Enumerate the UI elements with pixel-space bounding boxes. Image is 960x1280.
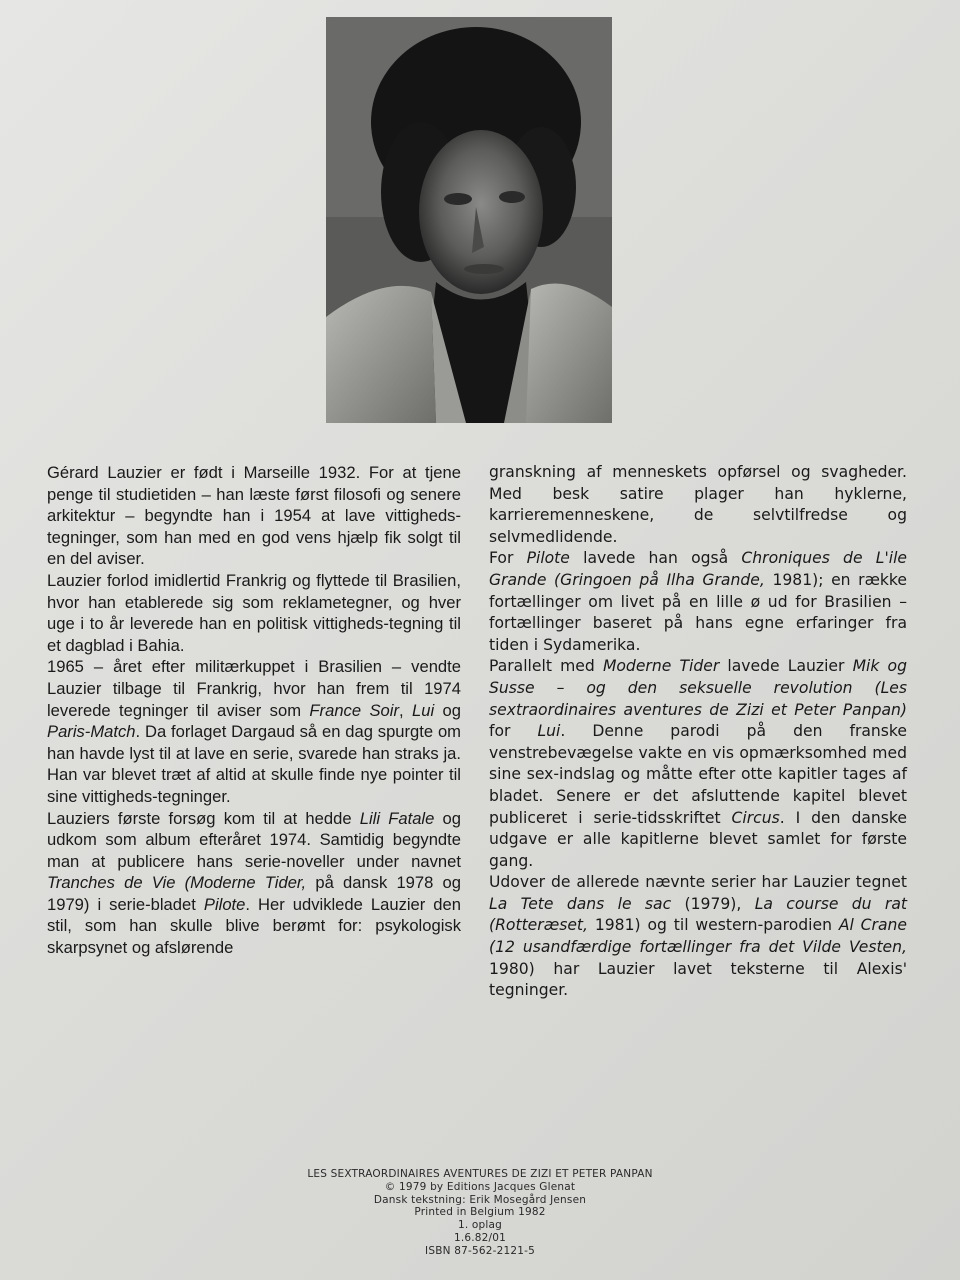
- colophon-edition: 1. oplag: [457, 1219, 503, 1232]
- colophon-copyright: © 1979 by Editions Jacques Glenat: [384, 1180, 576, 1193]
- italic-title-text: Pilote: [203, 894, 246, 914]
- paragraph-text: Gérard Lauzier er født i Marseille 1932. For at tjene penge til studietiden – han læste først filosofi og senere arkitektur – begyndte han i 1954 at lave vittigheds-tegninger, som han med en god vens hjælp fik solgt til en del aviser.: [47, 463, 461, 569]
- paragraph-text: på dansk 1978 og 1979) i serie-bladet: [47, 873, 461, 914]
- paragraph-text: lavede Lauzier: [719, 657, 853, 676]
- paragraph-text: lavede han også: [569, 549, 742, 568]
- italic-title-text: Moderne Tider: [602, 657, 720, 676]
- paragraph-text: og udkom som album efteråret 1974. Samtidig begyndte man at publicere hans serie-noveller under navnet: [47, 808, 461, 871]
- paragraph-text: ,: [398, 700, 412, 720]
- colophon-isbn: ISBN 87-562-2121-5: [425, 1244, 535, 1257]
- portrait-image: [326, 17, 612, 423]
- bio-paragraph: [47, 462, 461, 570]
- paragraph-text: For: [489, 549, 527, 568]
- show-through-artifact: [160, 0, 177, 69]
- paragraph-text: . Denne parodi på den franske venstrebevægelse vakte en vis opmærksomhed med sine sex-indslag og måtte efter otte kapitler tages af bladet. Senere er det afsluttende kapitel blevet publiceret i serie-tidsskriftet: [489, 722, 907, 827]
- italic-title-text: Pilote: [526, 549, 570, 568]
- paragraph-text: . I den danske udgave er alle kapitlerne blevet samlet for første gang.: [489, 808, 907, 870]
- italic-title-text: France Soir: [309, 700, 399, 720]
- paragraph-text: (1979),: [671, 894, 755, 913]
- italic-title-text: La course du rat (Rotteræset,: [489, 894, 907, 935]
- colophon: [280, 1168, 680, 1258]
- bio-paragraph: [489, 548, 907, 656]
- bio-paragraph: [47, 656, 461, 807]
- bio-paragraph: [47, 570, 461, 656]
- paragraph-text: for: [489, 722, 538, 741]
- colophon-translator: Dansk tekstning: Erik Mosegård Jensen: [373, 1193, 587, 1206]
- italic-title-text: Tranches de Vie (Moderne Tider,: [47, 873, 307, 893]
- bio-column-right: [489, 462, 907, 1002]
- italic-title-text: Chroniques de L'ile Grande (Gringoen på Ilha Grande,: [489, 549, 907, 589]
- paragraph-text: granskning af menneskets opførsel og svagheder. Med besk satire plager han hyklerne, karrieremenneskene, de selvtilfredse og selvmedlidende.: [489, 463, 907, 546]
- bio-column-left: [47, 462, 461, 959]
- italic-title-text: Lili Fatale: [359, 808, 435, 828]
- bio-paragraph: [47, 808, 461, 959]
- paragraph-text: 1981) og til western-parodien: [588, 916, 839, 935]
- bio-paragraph: [489, 872, 907, 1002]
- italic-title-text: Mik og Susse – og den seksuelle revolution (Les sextraordinaires aventures de Zizi et Peter Panpan): [489, 657, 907, 719]
- paragraph-text: Lauzier forlod imidlertid Frankrig og flyttede til Brasilien, hvor han etablerede sig som reklametegner, og hver uge i to år leverede han en politisk vittigheds-tegning til et dagblad i Bahia.: [47, 570, 461, 655]
- italic-title-text: Paris-Match: [47, 722, 136, 742]
- italic-title-text: Al Crane (12 usandfærdige fortællinger fra det Vilde Vesten,: [489, 916, 907, 957]
- italic-title-text: Lui: [412, 700, 435, 720]
- italic-title-text: La Tete dans le sac: [489, 894, 672, 913]
- paragraph-text: Parallelt med: [489, 657, 603, 676]
- paragraph-text: Udover de allerede nævnte serier har Lauzier tegnet: [489, 873, 907, 892]
- paragraph-text: . Her udviklede Lauzier den stil, som han skulle blive berømt for: psykologisk skarpsynet og afslørende: [47, 894, 461, 958]
- paragraph-text: 1981); en række fortællinger om livet på en lille ø ud for Brasilien – fortællinger baseret på hans egne erfaringer fra tiden i Sydamerika.: [489, 570, 908, 654]
- paragraph-text: og: [434, 700, 462, 720]
- paragraph-text: . Da forlaget Dargaud så en dag spurgte om han havde lyst til at lave en serie, svarede han straks ja. Han var blevet træt af altid at skulle finde nye pointer til sine vittigheds-tegninger.: [47, 722, 461, 806]
- paragraph-text: 1965 – året efter militærkuppet i Brasilien – vendte Lauzier tilbage til Frankrig, hvor han frem til 1974 leverede tegninger til aviser som: [47, 657, 461, 720]
- colophon-printed: Printed in Belgium 1982: [414, 1206, 546, 1219]
- colophon-title: LES SEXTRAORDINAIRES AVENTURES DE ZIZI ET PETER PANPAN: [307, 1168, 653, 1180]
- author-portrait-photo: [326, 17, 612, 423]
- bio-paragraph: [489, 462, 907, 548]
- paragraph-text: Lauziers første forsøg kom til at hedde: [47, 808, 360, 828]
- colophon-code: 1.6.82/01: [453, 1231, 507, 1244]
- italic-title-text: Lui: [537, 722, 561, 741]
- italic-title-text: Circus: [731, 808, 780, 827]
- paragraph-text: 1980) har Lauzier lavet teksterne til Alexis' tegninger.: [489, 959, 907, 1000]
- bio-paragraph: [489, 656, 907, 872]
